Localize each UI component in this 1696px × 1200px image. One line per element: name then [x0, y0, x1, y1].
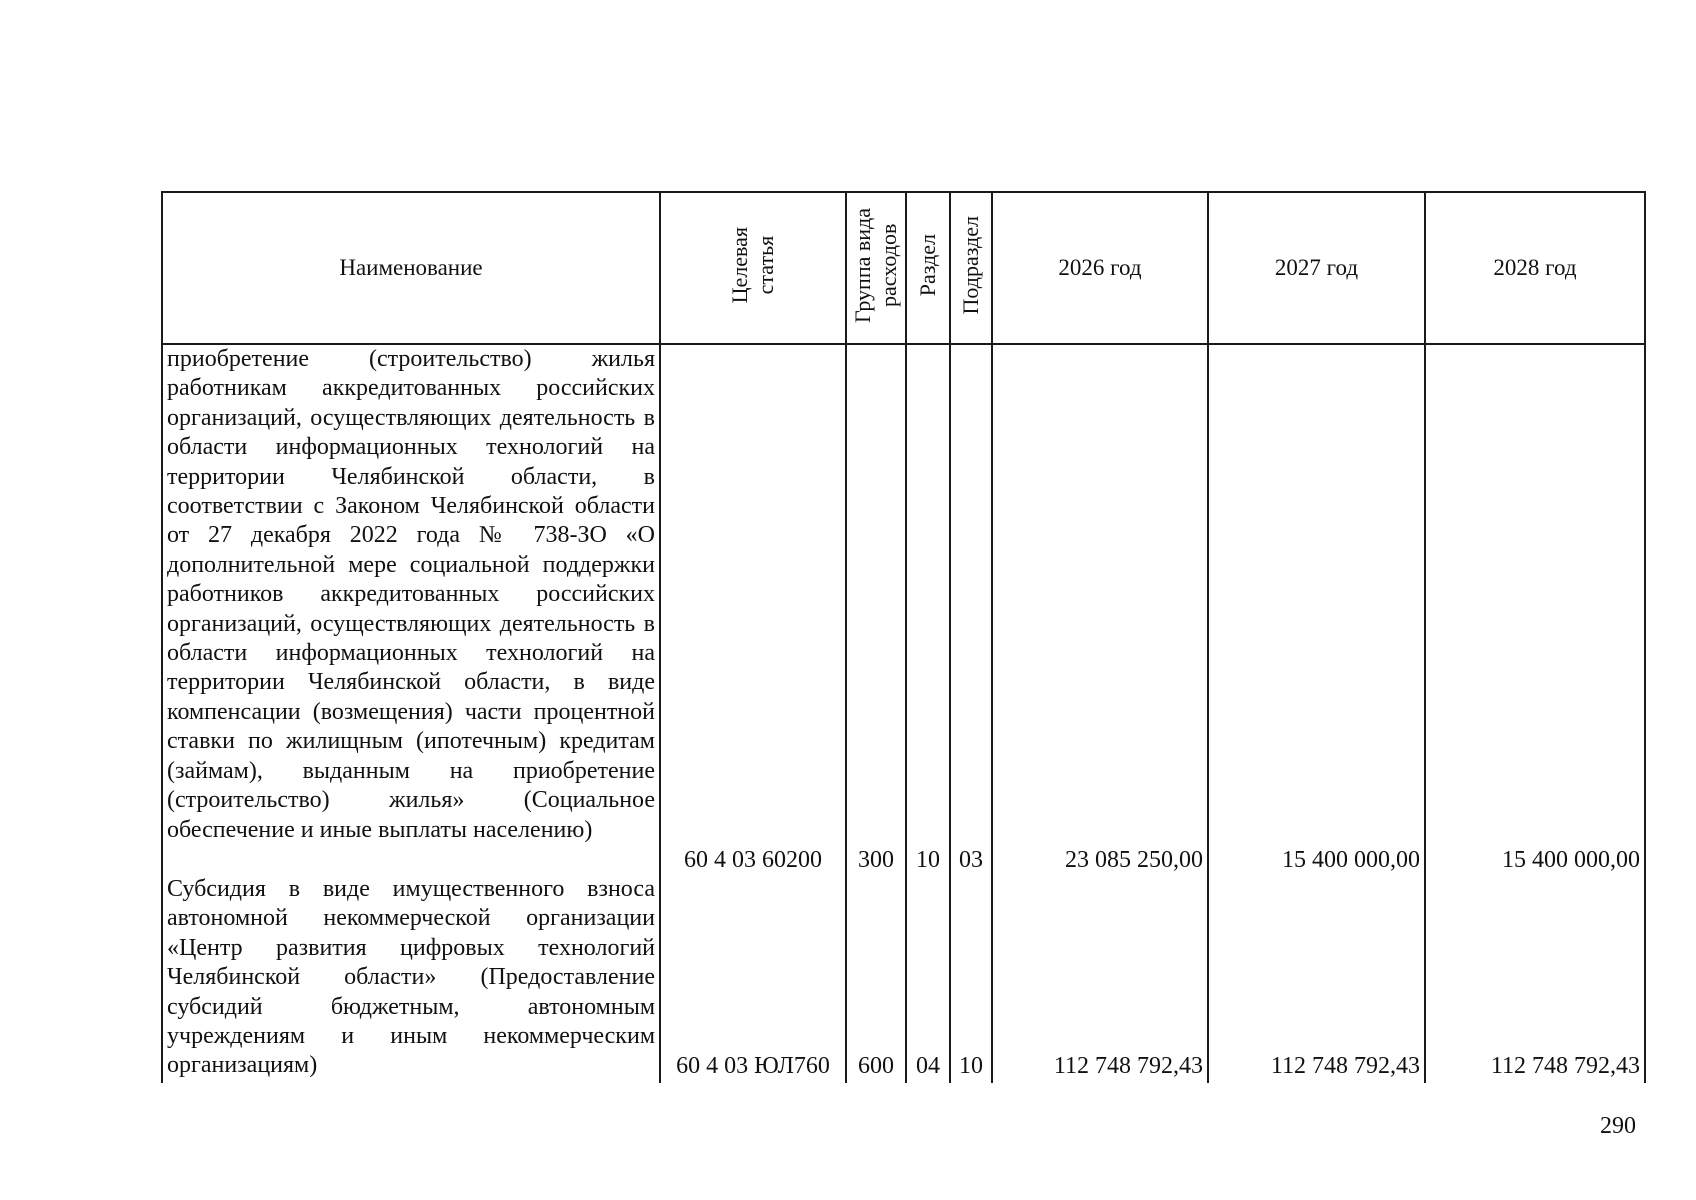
row-section-cell: 04: [906, 875, 950, 1083]
row-year-2027-cell: 112 748 792,43: [1208, 875, 1425, 1083]
row-subsection-cell: 03: [950, 344, 992, 875]
row-expense-group-cell: 600: [846, 875, 906, 1083]
row-expense-group-cell: 300: [846, 344, 906, 875]
header-section-label: Раздел: [915, 233, 940, 297]
row-year-2028-cell: 15 400 000,00: [1425, 344, 1645, 875]
table-header-row: [162, 192, 1645, 344]
page-number: 290: [1600, 1113, 1636, 1139]
row-name-cell: Субсидия в виде имущественного взноса автономной некоммерческой организации «Центр развития цифровых технологий Челябинской области» (Предоставление субсидий бюджетным, автономным учреждениям и иным некоммерческим организациям): [162, 875, 660, 1083]
row-year-2027-cell: 15 400 000,00: [1208, 344, 1425, 875]
budget-table: [161, 191, 1646, 1083]
table-row: [162, 875, 1645, 1083]
header-expense-group-label: Группа вида расходов: [850, 207, 901, 323]
header-name-label: Наименование: [339, 255, 483, 280]
header-year-2027-label: 2027 год: [1274, 255, 1359, 280]
header-year-2026: [992, 192, 1208, 344]
header-year-2028-label: 2028 год: [1493, 255, 1577, 280]
header-section: [906, 192, 950, 344]
header-year-2027: [1208, 192, 1425, 344]
header-target-article-label: Целевая статья: [727, 226, 778, 304]
row-section-cell: 10: [906, 344, 950, 875]
row-year-2028-cell: 112 748 792,43: [1425, 875, 1645, 1083]
header-year-2026-label: 2026 год: [1058, 255, 1142, 280]
header-year-2028: [1425, 192, 1645, 344]
header-target-article: [660, 192, 846, 344]
header-subsection-label: Подраздел: [958, 215, 983, 315]
row-year-2026-cell: 23 085 250,00: [992, 344, 1208, 875]
row-name-cell: приобретение (строительство) жилья работникам аккредитованных российских организаций, осуществляющих деятельность в области информационных технологий на территории Челябинской области, в соответствии с Законом Челябинской области от 27 декабря 2022 года № 738-ЗО «О дополнительной мере социальной поддержки работников аккредитованных российских организаций, осуществляющих деятельность в области информационных технологий на территории Челябинской области, в виде компенсации (возмещения) части процентной ставки по жилищным (ипотечным) кредитам (займам), выданным на приобретение (строительство) жилья» (Социальное обеспечение и иные выплаты населению): [162, 344, 660, 875]
row-year-2026-cell: 112 748 792,43: [992, 875, 1208, 1083]
header-expense-group: [846, 192, 906, 344]
header-subsection: [950, 192, 992, 344]
row-target-article-cell: 60 4 03 60200: [660, 344, 846, 875]
table-row: [162, 344, 1645, 875]
row-subsection-cell: 10: [950, 875, 992, 1083]
row-target-article-cell: 60 4 03 ЮЛ760: [660, 875, 846, 1083]
header-name: [162, 192, 660, 344]
